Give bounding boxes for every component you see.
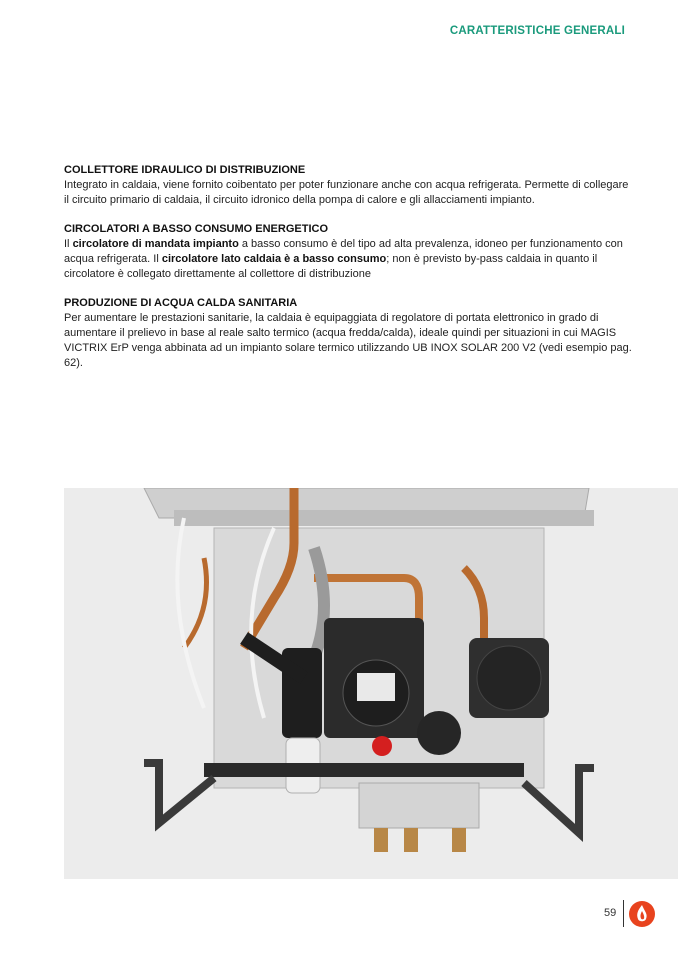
boiler-illustration: [64, 488, 678, 879]
bold-run: circolatore di mandata impianto: [72, 238, 239, 250]
text-run: ; non è previsto by-pass caldaia in quanto il circolatore è collegato direttamente al collettore di distribuzione: [64, 253, 598, 280]
section-text: Integrato in caldaia, viene fornito coibentato per poter funzionare anche con acqua refrigerata. Permette di collegare il circuito primario di caldaia, il circuito idronico della pompa di calore e gli allacciamenti impianto.: [64, 179, 629, 206]
section-circolatori: [64, 222, 634, 282]
section-collettore: [64, 163, 634, 208]
section-text: Per aumentare le prestazioni sanitarie, la caldaia è equipaggiata di regolatore di portata elettronico in grado di aumentare il prelievo in base al reale salto termico (acqua fredda/calda), ideale quindi per situazioni in cui MAGIS VICTRIX ErP venga abbinata ad un impianto solare termico utilizzando UB INOX SOLAR 200 V2 (vedi esempio pag. 62).: [64, 312, 632, 369]
section-heading: PRODUZIONE DI ACQUA CALDA SANITARIA: [64, 297, 298, 309]
text-run: Il: [64, 238, 73, 250]
page-content: [64, 163, 634, 385]
text-run: a basso consumo è del tipo ad alta prevalenza, idoneo per funzionamento con acqua refrigerata. Il: [64, 238, 623, 265]
footer-divider: [623, 900, 624, 927]
page-number: 59: [604, 907, 617, 919]
section-acqua-calda: [64, 296, 634, 371]
section-heading: COLLETTORE IDRAULICO DI DISTRIBUZIONE: [64, 164, 306, 176]
page-header-title: CARATTERISTICHE GENERALI: [449, 25, 625, 37]
section-text: [64, 237, 634, 282]
section-heading: CIRCOLATORI A BASSO CONSUMO ENERGETICO: [64, 223, 329, 235]
brand-logo-icon: [628, 900, 656, 928]
bold-run: circolatore lato caldaia è a basso consumo: [161, 253, 387, 265]
boiler-hydraulic-unit-photo: [64, 488, 678, 879]
